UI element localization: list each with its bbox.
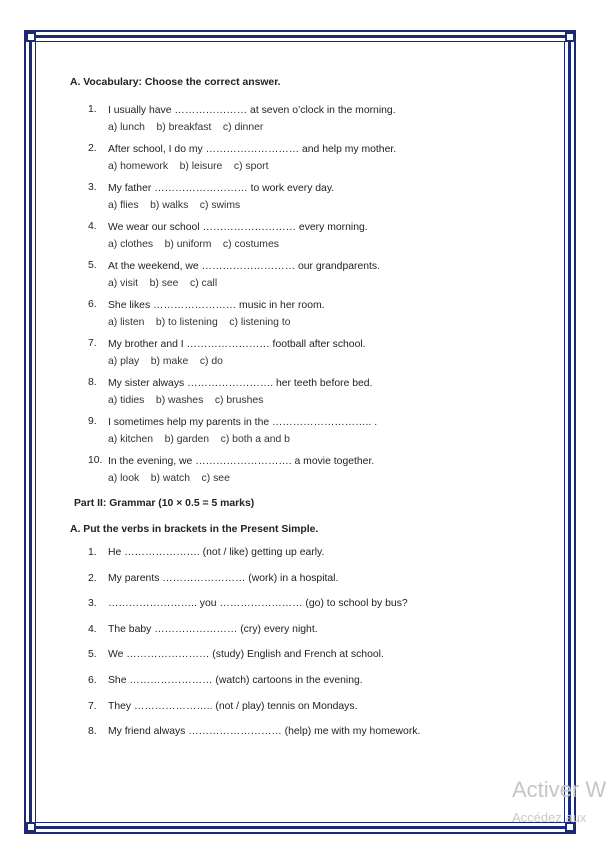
question-text: I usually have ………………… at seven o’clock in the morning. <box>108 105 396 116</box>
grammar-question <box>70 597 540 623</box>
question-number: 5. <box>88 649 97 661</box>
grammar-question <box>70 572 540 598</box>
grammar-section <box>70 523 540 751</box>
question-number: 3. <box>88 598 97 610</box>
question-text: At the weekend, we ……………………… our grandparents. <box>108 261 380 272</box>
question-number: 2. <box>88 572 97 584</box>
vocabulary-question <box>70 142 540 174</box>
question-number: 8. <box>88 726 97 738</box>
answer-options: a) play b) make c) do <box>108 356 223 367</box>
activate-windows-watermark: Activer W <box>512 777 607 802</box>
vocabulary-question <box>70 220 540 252</box>
question-text: He …………………. (not / like) getting up early. <box>108 547 325 558</box>
question-number: 6. <box>88 674 97 686</box>
grammar-question <box>70 623 540 649</box>
question-number: 7. <box>88 338 97 349</box>
question-text: My parents …………………… (work) in a hospital. <box>108 572 339 584</box>
answer-options: a) tidies b) washes c) brushes <box>108 395 264 406</box>
vocabulary-question <box>70 103 540 135</box>
vocabulary-question <box>70 259 540 291</box>
answer-options: a) visit b) see c) call <box>108 278 218 289</box>
answer-options: a) homework b) leisure c) sport <box>108 161 269 172</box>
vocabulary-question <box>70 376 540 408</box>
question-number: 4. <box>88 623 97 635</box>
answer-options: a) lunch b) breakfast c) dinner <box>108 122 264 133</box>
question-text: …………………….. you …………………… (go) to school by bus? <box>108 598 408 610</box>
question-text: We …………………… (study) English and French at school. <box>108 649 384 661</box>
border-corner-bottom-left <box>26 822 36 832</box>
vocabulary-question <box>70 181 540 213</box>
question-text: I sometimes help my parents in the ……………………….. . <box>108 417 378 428</box>
part2-title: Part II: Grammar (10 × 0.5 = 5 marks) <box>74 498 255 509</box>
vocabulary-question <box>70 298 540 330</box>
question-text: They ………………….. (not / play) tennis on Mondays. <box>108 700 358 712</box>
grammar-question <box>70 725 540 751</box>
grammar-question <box>70 648 540 674</box>
vocabulary-section <box>70 76 540 486</box>
answer-options: a) listen b) to listening c) listening to <box>108 317 291 328</box>
grammar-question <box>70 700 540 726</box>
worksheet-content <box>70 76 540 751</box>
question-text: In the evening, we ………………………. a movie together. <box>108 456 375 467</box>
question-text: She …………………… (watch) cartoons in the evening. <box>108 674 363 686</box>
question-text: My friend always ……………………… (help) me with my homework. <box>108 726 421 738</box>
vocabulary-question <box>70 337 540 369</box>
question-number: 8. <box>88 377 97 388</box>
answer-options: a) kitchen b) garden c) both a and b <box>108 434 290 445</box>
question-number: 1. <box>88 547 97 558</box>
question-text: My brother and I …………………… football after school. <box>108 339 366 350</box>
question-text: We wear our school ……………………… every morning. <box>108 222 368 233</box>
question-number: 3. <box>88 182 97 193</box>
question-text: The baby …………………… (cry) every night. <box>108 623 318 635</box>
border-corner-top-right <box>565 32 575 42</box>
border-corner-top-left <box>26 32 36 42</box>
vocabulary-question <box>70 454 540 486</box>
question-number: 2. <box>88 143 97 154</box>
question-number: 1. <box>88 104 97 115</box>
grammar-heading: A. Put the verbs in brackets in the Present Simple. <box>70 524 319 535</box>
question-number: 9. <box>88 416 97 427</box>
question-text: After school, I do my ……………………… and help my mother. <box>108 144 397 155</box>
answer-options: a) look b) watch c) see <box>108 473 230 484</box>
question-number: 4. <box>88 221 97 232</box>
question-number: 10. <box>88 455 103 466</box>
question-number: 5. <box>88 260 97 271</box>
question-text: My sister always ……………………. her teeth before bed. <box>108 378 373 389</box>
grammar-question <box>70 546 540 572</box>
answer-options: a) clothes b) uniform c) costumes <box>108 239 279 250</box>
activate-windows-subtext: Accédez aux <box>512 810 587 825</box>
answer-options: a) flies b) walks c) swims <box>108 200 241 211</box>
question-number: 6. <box>88 299 97 310</box>
question-text: My father ……………………… to work every day. <box>108 183 335 194</box>
vocabulary-heading: A. Vocabulary: Choose the correct answer. <box>70 77 281 88</box>
question-text: She likes …………………… music in her room. <box>108 300 325 311</box>
question-number: 7. <box>88 700 97 712</box>
vocabulary-question-list <box>70 103 540 486</box>
grammar-question <box>70 674 540 700</box>
grammar-question-list <box>70 546 540 751</box>
vocabulary-question <box>70 415 540 447</box>
